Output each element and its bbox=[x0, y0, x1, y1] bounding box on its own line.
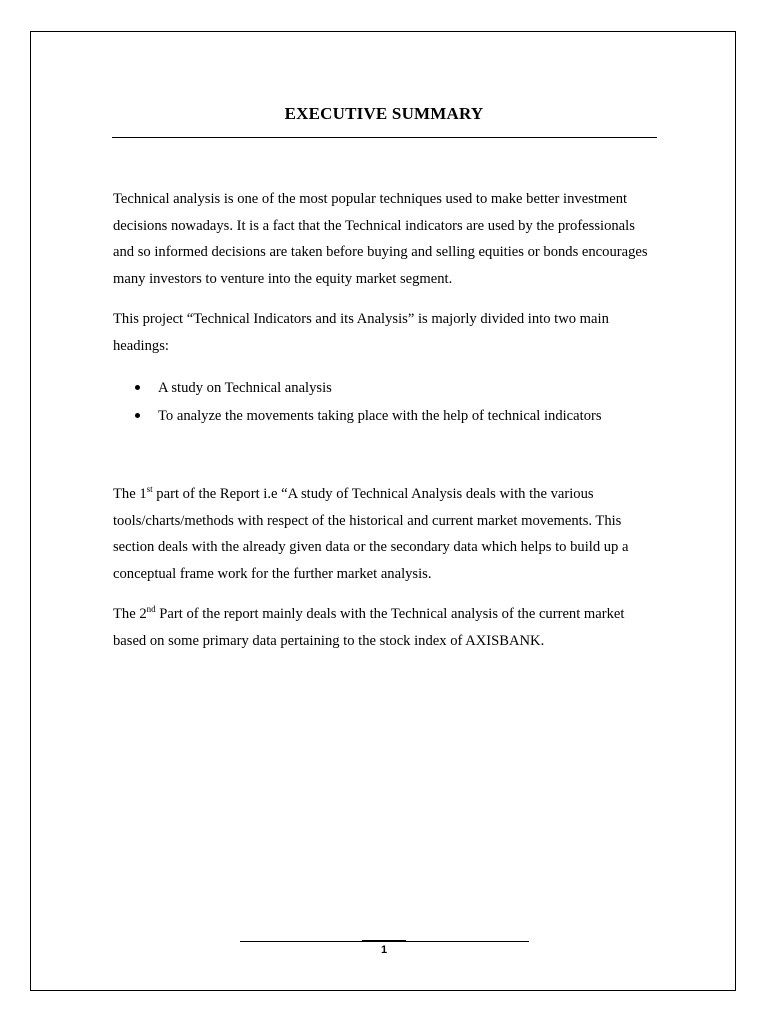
bullet-icon bbox=[135, 413, 140, 418]
paragraph-prefix: The 1 bbox=[113, 486, 147, 502]
title-underline bbox=[112, 137, 657, 138]
project-description-paragraph: This project “Technical Indicators and its Analysis” is majorly divided into two main headings: bbox=[113, 311, 609, 354]
ordinal-superscript: st bbox=[146, 484, 153, 495]
paragraph-prefix: The 2 bbox=[113, 606, 147, 622]
second-part-paragraph bbox=[113, 601, 658, 654]
list-item bbox=[113, 374, 658, 402]
list-item bbox=[113, 402, 658, 430]
paragraph-body: part of the Report i.e “A study of Technical Analysis deals with the various tools/charts/methods with respect of the historical and current market movements. This section deals with the already given data or the secondary data which helps to build up a conceptual frame work for the further market analysis. bbox=[113, 486, 629, 583]
ordinal-superscript: nd bbox=[146, 604, 156, 615]
page-number: 1 bbox=[380, 944, 388, 956]
headings-list bbox=[113, 374, 658, 430]
bullet-icon bbox=[135, 385, 140, 390]
paragraph-body: Part of the report mainly deals with the Technical analysis of the current market based on some primary data pertaining to the stock index of AXISBANK. bbox=[113, 606, 625, 649]
intro-paragraph: Technical analysis is one of the most popular techniques used to make better investment decisions nowadays. It is a fact that the Technical indicators are used by the professionals and so informed decisions are taken before buying and selling equities or bonds encourages many investors to venture into the equity market segment. bbox=[113, 191, 648, 288]
page-title: EXECUTIVE SUMMARY bbox=[284, 104, 484, 123]
footer-rule-accent bbox=[362, 940, 406, 942]
list-item-text: A study on Technical analysis bbox=[158, 380, 332, 396]
list-item-text: To analyze the movements taking place with the help of technical indicators bbox=[158, 408, 602, 424]
first-part-paragraph bbox=[113, 481, 658, 588]
